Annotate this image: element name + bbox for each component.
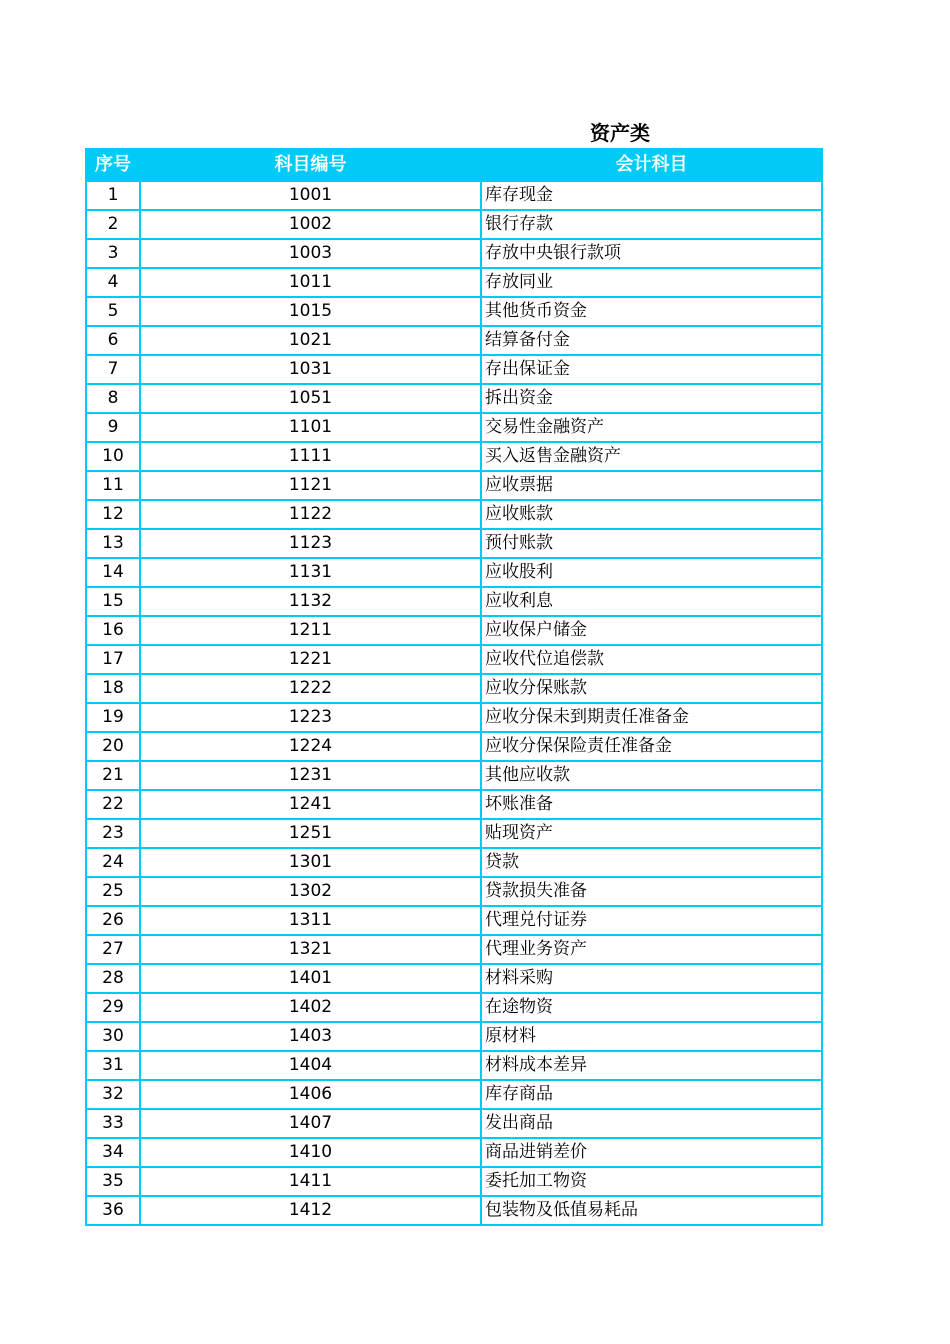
row-name-cell: 应收利息 <box>481 587 822 616</box>
table-row <box>86 384 822 413</box>
row-name-cell: 应收账款 <box>481 500 822 529</box>
row-name-cell: 贷款损失准备 <box>481 877 822 906</box>
row-index-cell: 17 <box>86 645 140 674</box>
row-index-cell: 8 <box>86 384 140 413</box>
row-code-cell: 1241 <box>140 790 481 819</box>
row-index-cell: 19 <box>86 703 140 732</box>
table-row <box>86 993 822 1022</box>
row-code-cell: 1407 <box>140 1109 481 1138</box>
header-code: 科目编号 <box>140 149 481 181</box>
table-row <box>86 587 822 616</box>
row-name-cell: 原材料 <box>481 1022 822 1051</box>
row-name-cell: 其他货币资金 <box>481 297 822 326</box>
row-index-cell: 3 <box>86 239 140 268</box>
row-code-cell: 1001 <box>140 181 481 210</box>
table-row <box>86 1167 822 1196</box>
row-name-cell: 应收代位追偿款 <box>481 645 822 674</box>
row-name-cell: 应收票据 <box>481 471 822 500</box>
table-row <box>86 268 822 297</box>
row-name-cell: 存出保证金 <box>481 355 822 384</box>
row-index-cell: 35 <box>86 1167 140 1196</box>
table-row <box>86 558 822 587</box>
table-row <box>86 761 822 790</box>
row-index-cell: 29 <box>86 993 140 1022</box>
table-row <box>86 819 822 848</box>
row-name-cell: 贷款 <box>481 848 822 877</box>
row-code-cell: 1404 <box>140 1051 481 1080</box>
row-code-cell: 1301 <box>140 848 481 877</box>
row-code-cell: 1401 <box>140 964 481 993</box>
row-index-cell: 10 <box>86 442 140 471</box>
row-index-cell: 36 <box>86 1196 140 1225</box>
row-code-cell: 1002 <box>140 210 481 239</box>
row-name-cell: 在途物资 <box>481 993 822 1022</box>
row-code-cell: 1122 <box>140 500 481 529</box>
row-index-cell: 12 <box>86 500 140 529</box>
row-index-cell: 30 <box>86 1022 140 1051</box>
table-row <box>86 239 822 268</box>
row-index-cell: 14 <box>86 558 140 587</box>
row-code-cell: 1321 <box>140 935 481 964</box>
row-index-cell: 20 <box>86 732 140 761</box>
row-name-cell: 代理业务资产 <box>481 935 822 964</box>
row-code-cell: 1410 <box>140 1138 481 1167</box>
row-index-cell: 21 <box>86 761 140 790</box>
table-row <box>86 181 822 210</box>
row-code-cell: 1132 <box>140 587 481 616</box>
row-name-cell: 商品进销差价 <box>481 1138 822 1167</box>
row-code-cell: 1111 <box>140 442 481 471</box>
table-row <box>86 674 822 703</box>
row-name-cell: 应收分保保险责任准备金 <box>481 732 822 761</box>
table-row <box>86 471 822 500</box>
row-code-cell: 1412 <box>140 1196 481 1225</box>
table-row <box>86 877 822 906</box>
row-name-cell: 包装物及低值易耗品 <box>481 1196 822 1225</box>
row-index-cell: 23 <box>86 819 140 848</box>
row-code-cell: 1123 <box>140 529 481 558</box>
row-name-cell: 坏账准备 <box>481 790 822 819</box>
row-index-cell: 28 <box>86 964 140 993</box>
row-code-cell: 1003 <box>140 239 481 268</box>
table-row <box>86 848 822 877</box>
row-index-cell: 15 <box>86 587 140 616</box>
row-name-cell: 银行存款 <box>481 210 822 239</box>
row-index-cell: 13 <box>86 529 140 558</box>
sheet-title: 资产类 <box>590 121 650 145</box>
row-code-cell: 1222 <box>140 674 481 703</box>
row-index-cell: 18 <box>86 674 140 703</box>
row-code-cell: 1021 <box>140 326 481 355</box>
row-code-cell: 1101 <box>140 413 481 442</box>
row-name-cell: 材料成本差异 <box>481 1051 822 1080</box>
row-code-cell: 1402 <box>140 993 481 1022</box>
row-name-cell: 拆出资金 <box>481 384 822 413</box>
row-index-cell: 6 <box>86 326 140 355</box>
table-row <box>86 906 822 935</box>
row-name-cell: 存放同业 <box>481 268 822 297</box>
row-name-cell: 应收分保账款 <box>481 674 822 703</box>
row-code-cell: 1221 <box>140 645 481 674</box>
row-name-cell: 代理兑付证券 <box>481 906 822 935</box>
table-body <box>86 181 822 1225</box>
row-name-cell: 应收股利 <box>481 558 822 587</box>
table-row <box>86 1138 822 1167</box>
row-name-cell: 委托加工物资 <box>481 1167 822 1196</box>
row-code-cell: 1131 <box>140 558 481 587</box>
row-index-cell: 34 <box>86 1138 140 1167</box>
table-row <box>86 529 822 558</box>
row-code-cell: 1011 <box>140 268 481 297</box>
row-code-cell: 1302 <box>140 877 481 906</box>
row-code-cell: 1015 <box>140 297 481 326</box>
table-row <box>86 790 822 819</box>
table-row <box>86 703 822 732</box>
row-name-cell: 应收保户储金 <box>481 616 822 645</box>
table-row <box>86 1080 822 1109</box>
row-name-cell: 库存商品 <box>481 1080 822 1109</box>
table-row <box>86 1051 822 1080</box>
row-index-cell: 33 <box>86 1109 140 1138</box>
row-name-cell: 其他应收款 <box>481 761 822 790</box>
row-code-cell: 1031 <box>140 355 481 384</box>
table-row <box>86 1196 822 1225</box>
row-index-cell: 24 <box>86 848 140 877</box>
table-row <box>86 935 822 964</box>
table-row <box>86 616 822 645</box>
row-code-cell: 1231 <box>140 761 481 790</box>
table-row <box>86 210 822 239</box>
table-row <box>86 326 822 355</box>
row-index-cell: 4 <box>86 268 140 297</box>
row-name-cell: 贴现资产 <box>481 819 822 848</box>
accounts-table <box>85 148 823 1226</box>
row-name-cell: 预付账款 <box>481 529 822 558</box>
row-name-cell: 买入返售金融资产 <box>481 442 822 471</box>
row-name-cell: 交易性金融资产 <box>481 413 822 442</box>
header-index: 序号 <box>86 149 140 181</box>
row-index-cell: 7 <box>86 355 140 384</box>
table-row <box>86 732 822 761</box>
row-index-cell: 26 <box>86 906 140 935</box>
table-row <box>86 442 822 471</box>
row-code-cell: 1051 <box>140 384 481 413</box>
row-index-cell: 5 <box>86 297 140 326</box>
row-index-cell: 1 <box>86 181 140 210</box>
row-code-cell: 1251 <box>140 819 481 848</box>
row-code-cell: 1223 <box>140 703 481 732</box>
row-index-cell: 22 <box>86 790 140 819</box>
header-name: 会计科目 <box>481 149 822 181</box>
row-index-cell: 32 <box>86 1080 140 1109</box>
table-row <box>86 413 822 442</box>
row-name-cell: 材料采购 <box>481 964 822 993</box>
row-name-cell: 发出商品 <box>481 1109 822 1138</box>
row-code-cell: 1406 <box>140 1080 481 1109</box>
row-index-cell: 16 <box>86 616 140 645</box>
row-code-cell: 1211 <box>140 616 481 645</box>
row-code-cell: 1403 <box>140 1022 481 1051</box>
table-row <box>86 1022 822 1051</box>
row-name-cell: 应收分保未到期责任准备金 <box>481 703 822 732</box>
table-row <box>86 1109 822 1138</box>
row-code-cell: 1411 <box>140 1167 481 1196</box>
row-index-cell: 31 <box>86 1051 140 1080</box>
table-row <box>86 964 822 993</box>
table-row <box>86 355 822 384</box>
row-index-cell: 9 <box>86 413 140 442</box>
row-code-cell: 1311 <box>140 906 481 935</box>
table-header-row <box>86 149 822 181</box>
table-row <box>86 645 822 674</box>
table-row <box>86 297 822 326</box>
row-name-cell: 存放中央银行款项 <box>481 239 822 268</box>
row-name-cell: 结算备付金 <box>481 326 822 355</box>
table-row <box>86 500 822 529</box>
row-index-cell: 2 <box>86 210 140 239</box>
row-index-cell: 11 <box>86 471 140 500</box>
row-name-cell: 库存现金 <box>481 181 822 210</box>
row-code-cell: 1224 <box>140 732 481 761</box>
row-code-cell: 1121 <box>140 471 481 500</box>
row-index-cell: 27 <box>86 935 140 964</box>
row-index-cell: 25 <box>86 877 140 906</box>
